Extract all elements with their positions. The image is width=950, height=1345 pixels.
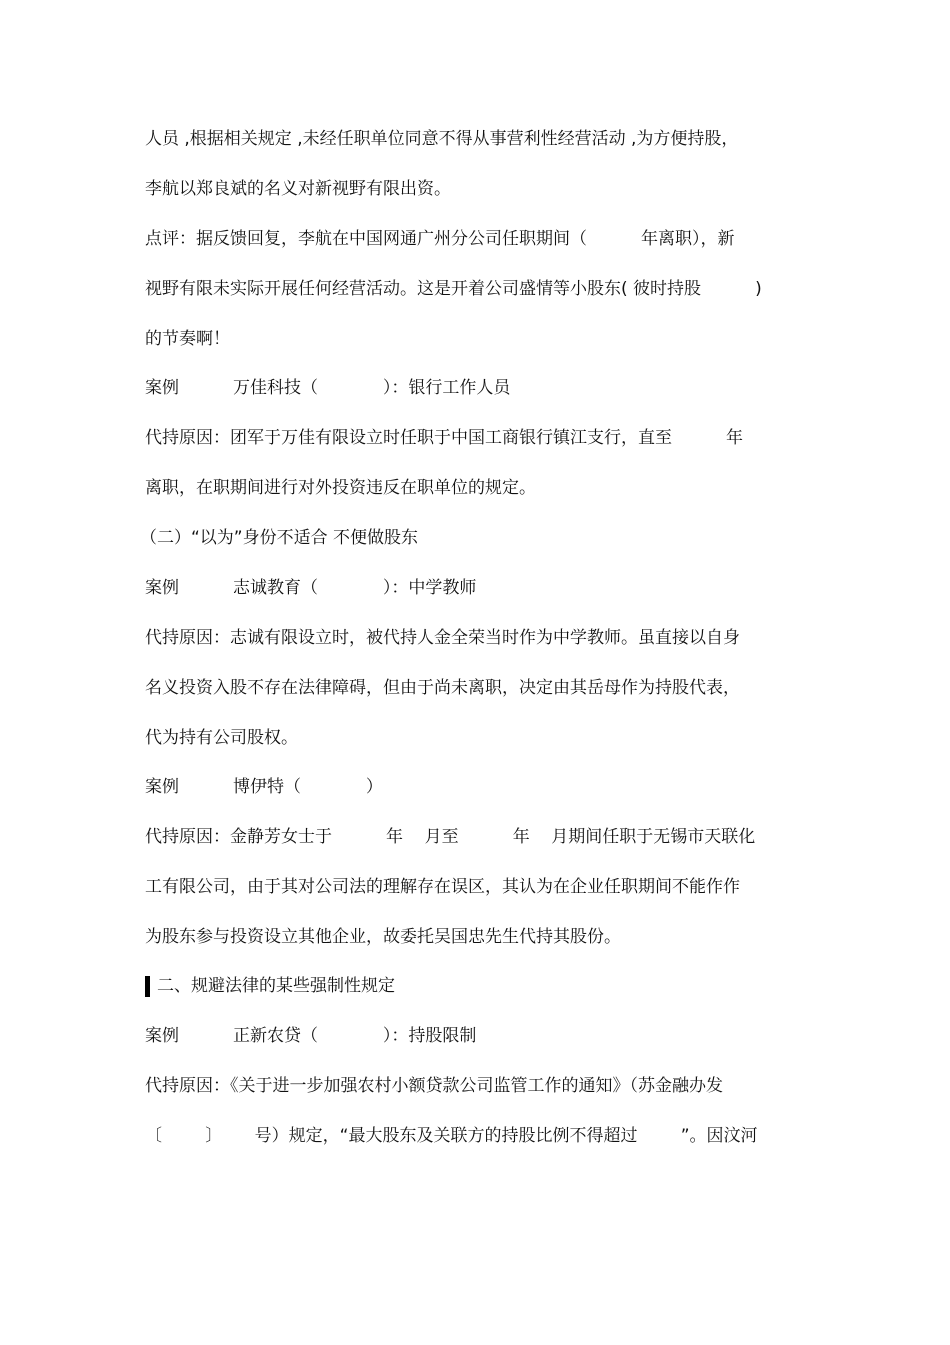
- paragraph-line: 代持原因：团军于万佳有限设立时任职于中国工商银行镇江支行，直至 年: [145, 428, 744, 448]
- section-heading-bar: [145, 976, 150, 997]
- paragraph-line: 离职，在职期间进行对外投资违反在职单位的规定。: [145, 478, 536, 498]
- case-heading: 案例 志诚教育（ ）：中学教师: [145, 578, 477, 598]
- case-heading: 案例 正新农贷（ ）：持股限制: [145, 1026, 477, 1046]
- paragraph-line: 代为持有公司股权。: [145, 728, 298, 748]
- paragraph-line: 代持原因：金静芳女士于 年 月至 年 月期间任职于无锡市天联化: [145, 827, 756, 847]
- section-heading: 二、规避法律的某些强制性规定: [157, 976, 395, 996]
- paragraph-line: 工有限公司，由于其对公司法的理解存在误区，其认为在企业任职期间不能作作: [145, 877, 740, 897]
- paragraph-line: 〔 〕 号）规定，“最大股东及关联方的持股比例不得超过 ”。因汶河: [145, 1126, 758, 1146]
- paragraph-line: 李航以郑良斌的名义对新视野有限出资。: [145, 179, 451, 199]
- paragraph-line: 代持原因：《关于进一步加强农村小额贷款公司监管工作的通知》（苏金融办发: [145, 1076, 723, 1096]
- paragraph-line: 的节奏啊！: [145, 329, 230, 349]
- case-heading: 案例 博伊特（ ）: [145, 777, 383, 797]
- paragraph-line: 人员 ,根据相关规定 ,未经任职单位同意不得从事营利性经营活动 ,为方便持股，: [145, 129, 739, 149]
- paragraph-line: 为股东参与投资设立其他企业，故委托吴国忠先生代持其股份。: [145, 927, 621, 947]
- section-subheading: （二）“以为”身份不适合 不便做股东: [140, 528, 419, 548]
- paragraph-line: 名义投资入股不存在法律障碍，但由于尚未离职，决定由其岳母作为持股代表，: [145, 678, 740, 698]
- paragraph-line: 代持原因：志诚有限设立时，被代持人金全荣当时作为中学教师。虽直接以自身: [145, 628, 740, 648]
- paragraph-line: 点评：据反馈回复，李航在中国网通广州分公司任职期间（ 年离职），新: [145, 229, 735, 249]
- case-heading: 案例 万佳科技（ ）：银行工作人员: [145, 378, 511, 398]
- paragraph-line: 视野有限未实际开展任何经营活动。这是开着公司盛情等小股东( 彼时持股 ): [145, 279, 762, 299]
